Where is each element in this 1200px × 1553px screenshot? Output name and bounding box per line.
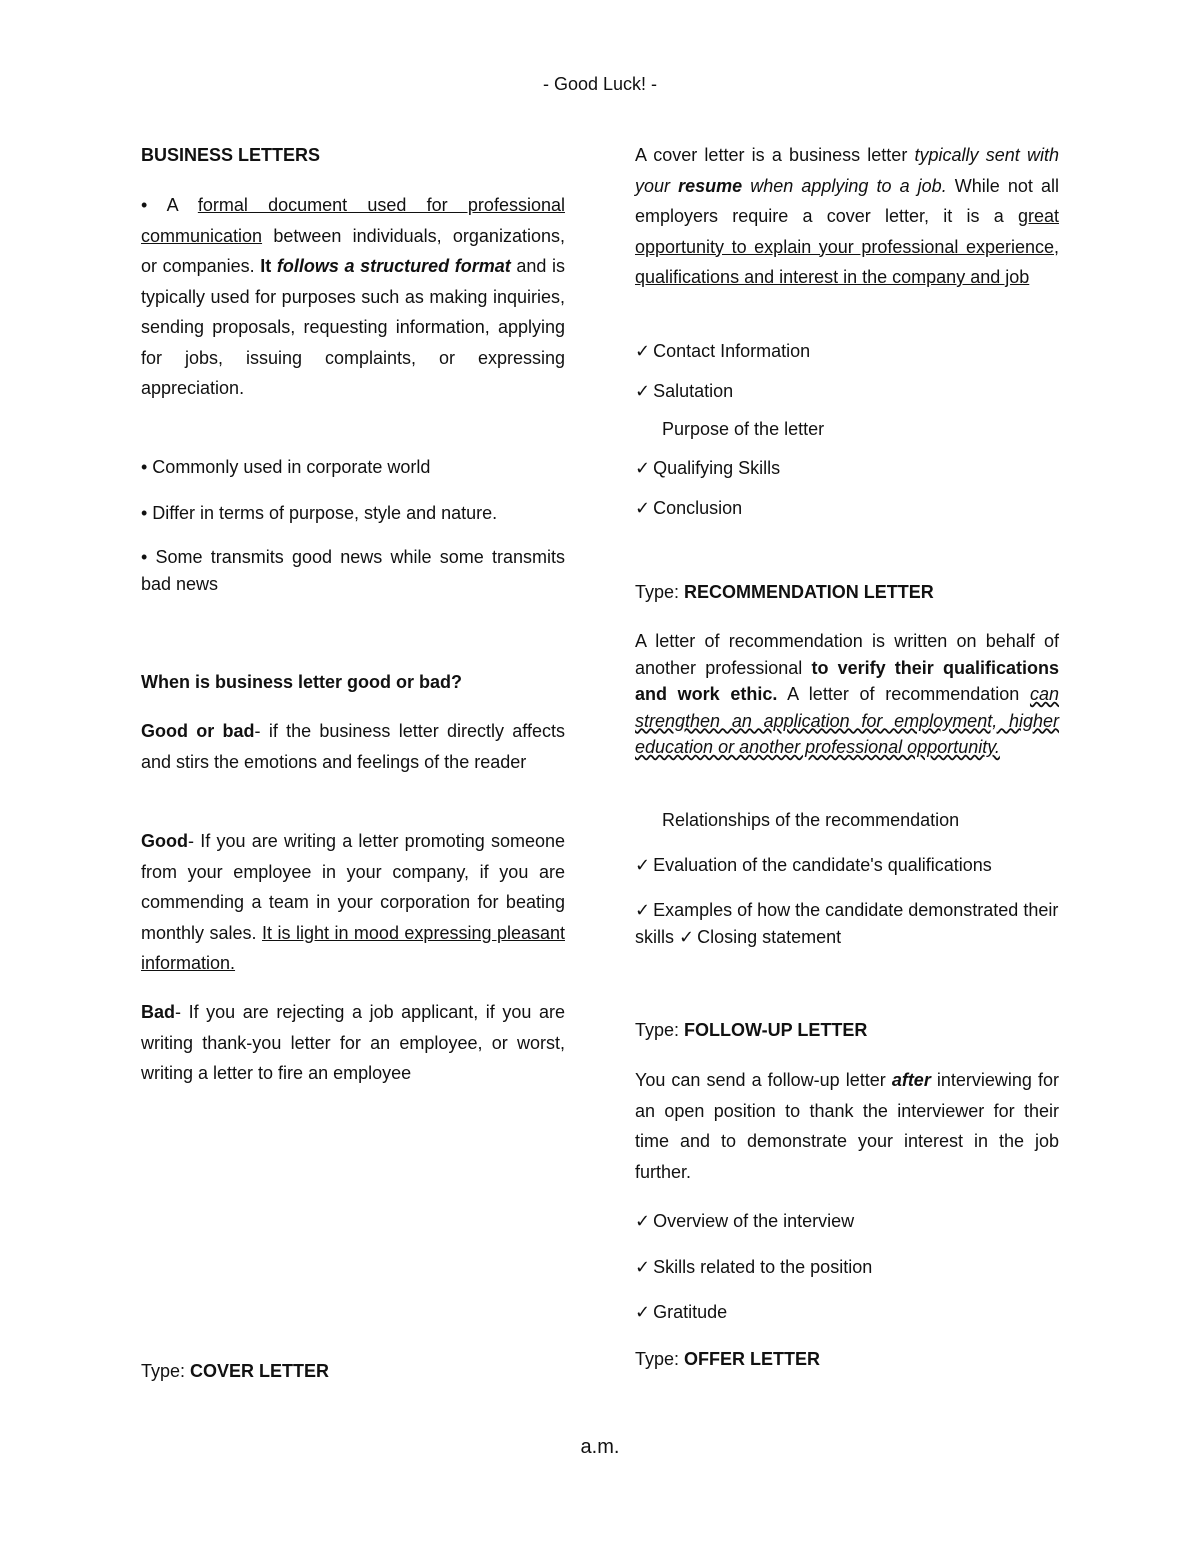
item-text: Contact Information [653,341,811,361]
type-value: FOLLOW-UP LETTER [684,1020,868,1040]
item-text: Overview of the interview [653,1211,855,1231]
text: A letter of recommendation is written on behalf of another professional [635,631,1059,678]
item-text: Gratitude [653,1302,728,1322]
check-icon: ✓ [635,458,651,478]
type-value: COVER LETTER [190,1361,330,1381]
wavy-underlined-text: can strengthen an application for employment, higher education or another professional opportunity. [635,684,1059,757]
check-icon: ✓ [635,381,651,401]
type-label: Type: [635,1349,680,1369]
type-value: OFFER LETTER [684,1349,821,1369]
bad-paragraph [141,997,565,1089]
item-text: Conclusion [653,498,743,518]
item-text: Qualifying Skills [653,458,781,478]
text: You can send a follow-up letter [635,1070,886,1090]
label: Good or bad [141,721,255,741]
text: A cover letter is a business letter [635,145,908,165]
type-label: Type: [141,1361,186,1381]
text: between individuals, organizations, or companies. [141,225,565,276]
type-label: Type: [635,1020,680,1040]
cover-letter-paragraph [635,140,1059,293]
checklist-item [635,376,1059,407]
text: A letter of recommendation [787,684,1020,704]
item-text: Closing statement [697,927,842,947]
good-or-bad-paragraph [141,716,565,777]
emphasis-text: follows a structured format [276,256,511,276]
good-paragraph [141,826,565,979]
check-icon: ✓ [635,1302,651,1322]
checklist-item [635,336,1059,367]
italic-text: when applying to a job. [750,175,947,196]
underlined-text: It is light in mood expressing pleasant information. [141,922,565,973]
check-icon: ✓ [635,900,651,920]
check-icon: ✓ [635,855,651,875]
recommendation-letter-type [635,577,1059,608]
item-text: Skills related to the position [653,1257,873,1277]
text: and is typically used for purposes such as making inquiries, sending proposals, requesting information, applying for jobs, issuing complaints, or expressing appreciation. [141,256,565,398]
label: Bad [141,1002,176,1022]
cover-letter-type [141,1356,565,1387]
emphasis-text: to verify their qualifications and work ethic. [635,657,1059,704]
bullet: • [141,195,148,215]
check-icon: ✓ [635,498,651,518]
type-value: RECOMMENDATION LETTER [684,582,934,602]
underlined-text: formal document used for professional communication [141,195,565,246]
offer-letter-type [635,1344,1059,1375]
type-label: Type: [635,582,680,602]
check-icon: ✓ [635,1211,651,1231]
text: A [166,195,178,215]
page-footer: a.m. [580,1436,620,1458]
check-icon: ✓ [679,927,695,947]
checklist-item [635,1297,1059,1328]
item-text: Salutation [653,381,734,401]
recommendation-paragraph [635,628,1059,761]
checklist-item: Purpose of the letter [662,419,825,439]
check-icon: ✓ [635,1257,651,1277]
checklist-item: Relationships of the recommendation [662,810,960,830]
checklist-item [635,1206,1059,1237]
follow-up-paragraph [635,1065,1059,1187]
emphasis-text: resume [678,175,743,196]
check-icon: ✓ [635,341,651,361]
emphasis-text: after [891,1070,931,1090]
definition-paragraph [141,190,565,404]
bullet-item: • Commonly used in corporate world [141,457,431,477]
section-title: BUSINESS LETTERS [141,145,321,165]
item-text: Evaluation of the candidate's qualifications [653,855,992,875]
underlined-text: great opportunity to explain your professional experience, qualifications and interest in the company and job [635,206,1059,287]
label: Good [141,831,188,851]
text: While not all employers require a cover letter, it is a [635,175,1059,226]
checklist-item [635,493,1059,524]
bullet-item: • Differ in terms of purpose, style and nature. [141,503,498,523]
text: - if the business letter directly affects and stirs the emotions and feelings of the reader [141,721,565,772]
italic-text: typically sent with your [635,145,1059,196]
page-header: - Good Luck! - [542,74,658,94]
checklist-item [635,453,1059,484]
item-text: Examples of how the candidate demonstrated their skills [635,900,1059,947]
text: It [260,256,272,276]
bullet-item: • Some transmits good news while some transmits bad news [141,547,565,594]
text: - If you are rejecting a job applicant, if you are writing thank-you letter for an employee, or worst, writing a letter to fire an employee [141,1002,565,1083]
question-title: When is business letter good or bad? [141,672,463,692]
checklist-item [635,850,1059,881]
follow-up-letter-type [635,1015,1059,1046]
text: - If you are writing a letter promoting someone from your employee in your company, if you are commending a team in your corporation for beating monthly sales. [141,831,565,943]
text: interviewing for an open position to thank the interviewer for their time and to demonstrate your interest in the job further. [635,1070,1059,1182]
checklist-item [635,897,1059,951]
checklist-item [635,1252,1059,1283]
